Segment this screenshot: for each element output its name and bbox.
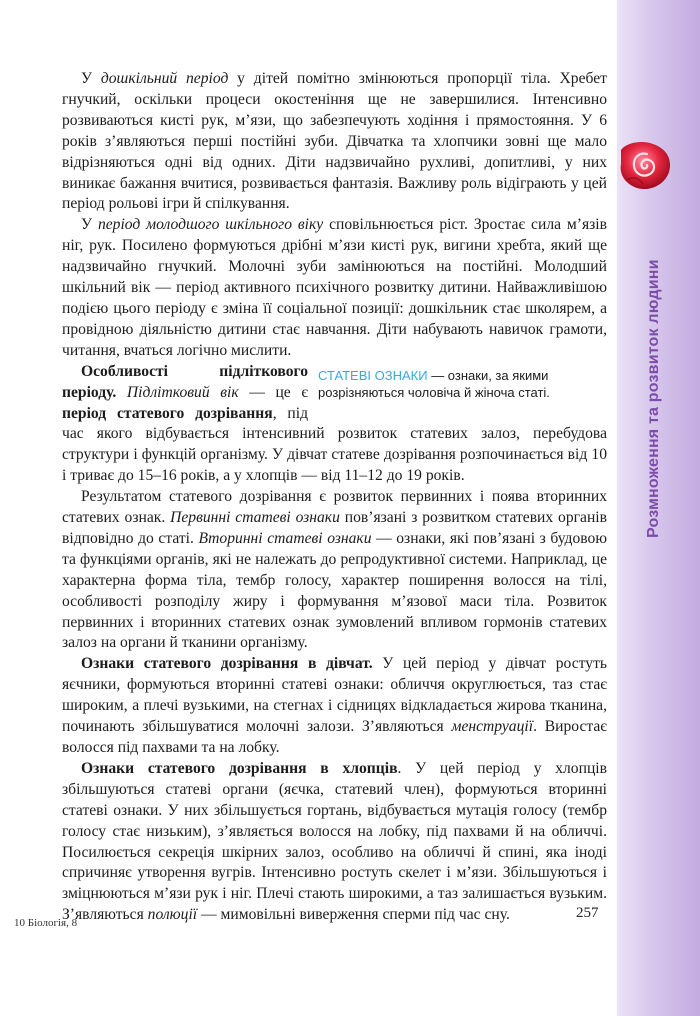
paragraph-boys xyxy=(62,759,607,926)
text-run: . Виростає волосся під пахвами та на лобку. xyxy=(62,718,607,756)
text-run: сповільнюється ріст. Зростає сила м’язів ніг, рук. Посилено формуються дрібні м’язи кисті рук, вигини хребта, який ще надзвичайно гнучкий. Молочні зуби замінюються на постійні. Молодший шкільний вік — період активного психічного розвитку дитини. Найважливішою подією цього періоду є зміна її соціальної позиції: дошкільник стає школярем, а провідною діяльністю дитини стає навчання. Діти набувають навичок грамоти, читання, вчаться логічно мислити. xyxy=(62,216,607,359)
paragraph-junior-school xyxy=(62,215,607,361)
text-run: . У цей період у хлопців збільшуються статеві органи (яєчка, статевий член), формуються вторинні статеві ознаки. У них збільшується гортань, відбувається мутація голосу (тембр голосу стає низьким), з’являється волосся на лобку, під пахвами й на обличчі. Посилюється секреція шкірних залоз, особливо на обличчі й спині, яка іноді спричиняє утворення вугрів. Інтенсивно ростуть скелет і м’язи. Збільшуються і зміцнюються м’язи рук і ніг. Плечі стають широкими, а таз залишається вузьким. З’являються xyxy=(62,759,607,924)
text-run: , під час якого відбувається інтенсивний розвиток статевих залоз, перебудова структури і функцій організму. У дівчат статеве дозрівання розпочинається від 10 і триває до 15–16 років, а у хлопців — від 11–12 до 19 років. xyxy=(62,404,607,485)
sidenote-sex-characteristics xyxy=(318,367,611,401)
paragraph-preschool xyxy=(62,69,607,215)
italic-term: Вторинні статеві ознаки xyxy=(198,529,372,547)
text-run: У xyxy=(81,70,101,87)
page-number: 257 xyxy=(576,905,599,921)
bold-term: Ознаки статевого дозрівання в дівчат. xyxy=(81,655,373,673)
rose-emblem-icon xyxy=(617,140,673,192)
text-run: Результатом статевого дозрівання є розвиток первинних і поява вторинних статевих ознак. xyxy=(62,488,607,527)
text-run: — це є xyxy=(238,383,309,401)
bold-term: Особливості підліткового періоду. xyxy=(62,362,308,401)
bold-term: Ознаки статевого дозрівання в хлопців xyxy=(81,759,398,777)
text-run: — мимовільні виверження сперми під час сну. xyxy=(197,906,510,924)
footer-label: 10 Біологія, 8 xyxy=(14,917,78,929)
sidenote-definition: — ознаки, за якими розрізняються чоловіча й жіноча статі. xyxy=(318,367,550,400)
text-run xyxy=(116,384,127,401)
italic-term: менструації xyxy=(451,718,534,736)
body-text xyxy=(62,69,607,926)
text-run: У цей період у дівчат ростуть яєчники, формуються вторинні статеві ознаки: обличчя округлюється, таз стає широким, а плечі вузькими, на стегнах і сідницях відкладається жирова тканина, починають збільшуватися молочні залози. З’являються xyxy=(62,655,607,736)
text-run: У xyxy=(81,216,98,234)
chapter-title: Розмноження та розвиток людини xyxy=(645,259,662,538)
text-run: — ознаки, які пов’язані з будовою та функціями органів, які не належать до репродуктивної системи. Наприклад, це характерна форма тіла, тембр голосу, характер поширення волосся на тілі, особливості розподілу жиру і формування м’язової маси тіла. Розвиток первинних і вторинних статевих ознак зумовлений впливом гормонів статевих залоз на органи й тканини організму. xyxy=(62,529,607,652)
paragraph-sex-characteristics xyxy=(62,487,607,654)
italic-term: Первинні статеві ознаки xyxy=(170,509,340,527)
paragraph-adolescence xyxy=(62,362,607,487)
sidenote-term: СТАТЕВІ ОЗНАКИ xyxy=(318,367,428,383)
text-run: пов’язані з розвитком статевих органів відповідно до статі. xyxy=(62,509,607,547)
italic-term: період молодшого шкільного віку xyxy=(97,216,324,234)
paragraph-girls xyxy=(62,654,607,759)
bold-term: період статевого дозрівання xyxy=(62,404,273,422)
text-run: у дітей помітно змінюються пропорції тіла. Хребет гнучкий, оскільки процеси окостеніння ще не завершилися. Інтенсивно розвиваються кисті рук, м’язи, що забезпечують ходіння і прямостояння. У 6 років з’являються перші постійні зуби. Дівчатка та хлопчики зовні ще мало відрізняються одні від одних. Діти надзвичайно рухливі, допитливі, у них виникає бажання вчитися, розвивається фантазія. Важливу роль відіграють у цей період рольові ігри й спілкування. xyxy=(62,70,607,213)
italic-term: Підлітковий вік xyxy=(126,383,239,401)
italic-term: дошкільний період xyxy=(100,70,229,87)
italic-term: полюції xyxy=(147,906,198,924)
